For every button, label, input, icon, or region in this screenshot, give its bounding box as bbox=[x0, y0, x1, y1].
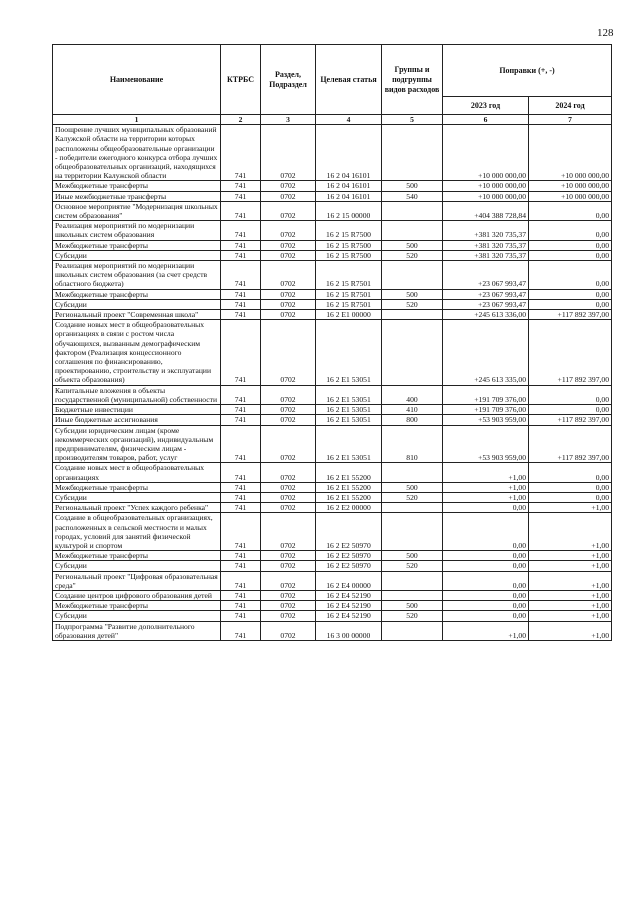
row-amount-2024: +1,00 bbox=[529, 561, 612, 571]
row-amount-2024: 0,00 bbox=[529, 482, 612, 492]
budget-amendments-table bbox=[52, 44, 612, 641]
row-expense-group: 810 bbox=[382, 425, 443, 463]
row-section: 0702 bbox=[261, 415, 316, 425]
row-ktrbs: 741 bbox=[221, 320, 261, 385]
table-row bbox=[53, 125, 612, 181]
column-numbers-row bbox=[53, 115, 612, 125]
row-expense-group: 520 bbox=[382, 561, 443, 571]
row-expense-group bbox=[382, 463, 443, 482]
page-number: 128 bbox=[597, 27, 614, 39]
row-name: Иные межбюджетные трансферты bbox=[53, 191, 221, 201]
row-ktrbs: 741 bbox=[221, 561, 261, 571]
table-row bbox=[53, 191, 612, 201]
row-ktrbs: 741 bbox=[221, 513, 261, 551]
table-row bbox=[53, 561, 612, 571]
row-amount-2023: +404 388 728,84 bbox=[443, 201, 529, 220]
row-amount-2023: +381 320 735,37 bbox=[443, 250, 529, 260]
row-ktrbs: 741 bbox=[221, 482, 261, 492]
row-ktrbs: 741 bbox=[221, 191, 261, 201]
row-ktrbs: 741 bbox=[221, 503, 261, 513]
row-name: Реализация мероприятий по модернизации школьных систем образования (за счет средств областного бюджета) bbox=[53, 261, 221, 290]
row-amount-2024: +1,00 bbox=[529, 601, 612, 611]
row-expense-group: 520 bbox=[382, 250, 443, 260]
row-amount-2024: 0,00 bbox=[529, 385, 612, 404]
row-amount-2024: +117 892 397,00 bbox=[529, 320, 612, 385]
row-expense-group: 500 bbox=[382, 240, 443, 250]
row-amount-2023: +23 067 993,47 bbox=[443, 289, 529, 299]
row-expense-group: 500 bbox=[382, 289, 443, 299]
row-expense-group: 500 bbox=[382, 551, 443, 561]
row-amount-2024: +10 000 000,00 bbox=[529, 181, 612, 191]
column-number: 7 bbox=[529, 115, 612, 125]
row-target-article: 16 2 E4 00000 bbox=[316, 571, 382, 590]
row-target-article: 16 2 15 R7500 bbox=[316, 221, 382, 240]
row-expense-group bbox=[382, 513, 443, 551]
row-section: 0702 bbox=[261, 261, 316, 290]
row-target-article: 16 2 E4 52190 bbox=[316, 590, 382, 600]
row-target-article: 16 2 04 16101 bbox=[316, 181, 382, 191]
row-ktrbs: 741 bbox=[221, 221, 261, 240]
row-amount-2024: 0,00 bbox=[529, 240, 612, 250]
row-name: Субсидии bbox=[53, 561, 221, 571]
table-row bbox=[53, 513, 612, 551]
row-ktrbs: 741 bbox=[221, 463, 261, 482]
row-target-article: 16 2 E4 52190 bbox=[316, 611, 382, 621]
row-target-article: 16 2 E1 55200 bbox=[316, 463, 382, 482]
row-name: Создание в общеобразовательных организациях, расположенных в сельской местности и малых городах, условий для занятий физической культурой и спортом bbox=[53, 513, 221, 551]
row-ktrbs: 741 bbox=[221, 289, 261, 299]
row-name: Региональный проект "Цифровая образовательная среда" bbox=[53, 571, 221, 590]
row-amount-2023: +191 709 376,00 bbox=[443, 385, 529, 404]
row-amount-2023: +53 903 959,00 bbox=[443, 415, 529, 425]
row-expense-group: 500 bbox=[382, 482, 443, 492]
row-section: 0702 bbox=[261, 513, 316, 551]
row-amount-2023: 0,00 bbox=[443, 513, 529, 551]
column-number: 5 bbox=[382, 115, 443, 125]
row-amount-2024: 0,00 bbox=[529, 221, 612, 240]
row-amount-2024: 0,00 bbox=[529, 250, 612, 260]
row-ktrbs: 741 bbox=[221, 590, 261, 600]
row-expense-group: 410 bbox=[382, 405, 443, 415]
table-row bbox=[53, 299, 612, 309]
table-row bbox=[53, 385, 612, 404]
row-expense-group: 520 bbox=[382, 611, 443, 621]
row-target-article: 16 2 15 R7500 bbox=[316, 250, 382, 260]
column-number: 2 bbox=[221, 115, 261, 125]
row-amount-2023: 0,00 bbox=[443, 561, 529, 571]
row-section: 0702 bbox=[261, 385, 316, 404]
row-name: Поощрение лучших муниципальных образований Калужской области на территории которых расположены общеобразовательные организации - победители ежегодного конкурса отбора лучших общеобразовательных организаций, находящихся на территории Калужской области bbox=[53, 125, 221, 181]
row-amount-2023: +191 709 376,00 bbox=[443, 405, 529, 415]
row-name: Бюджетные инвестиции bbox=[53, 405, 221, 415]
row-expense-group bbox=[382, 320, 443, 385]
row-amount-2023: +23 067 993,47 bbox=[443, 299, 529, 309]
table-row bbox=[53, 240, 612, 250]
row-section: 0702 bbox=[261, 611, 316, 621]
row-amount-2024: +1,00 bbox=[529, 503, 612, 513]
row-amount-2024: 0,00 bbox=[529, 492, 612, 502]
header-amendments: Поправки (+, -) bbox=[443, 45, 612, 97]
row-amount-2023: +1,00 bbox=[443, 482, 529, 492]
row-expense-group: 520 bbox=[382, 299, 443, 309]
row-amount-2023: +1,00 bbox=[443, 463, 529, 482]
header-group: Группы и подгруппы видов расходов bbox=[382, 45, 443, 115]
row-section: 0702 bbox=[261, 551, 316, 561]
table-row bbox=[53, 289, 612, 299]
row-target-article: 16 3 00 00000 bbox=[316, 621, 382, 640]
row-amount-2024: 0,00 bbox=[529, 463, 612, 482]
table-row bbox=[53, 601, 612, 611]
table-row bbox=[53, 482, 612, 492]
table-row bbox=[53, 221, 612, 240]
row-target-article: 16 2 E2 50970 bbox=[316, 513, 382, 551]
row-target-article: 16 2 E2 50970 bbox=[316, 561, 382, 571]
row-amount-2024: +1,00 bbox=[529, 571, 612, 590]
row-amount-2024: 0,00 bbox=[529, 405, 612, 415]
column-number: 4 bbox=[316, 115, 382, 125]
row-ktrbs: 741 bbox=[221, 261, 261, 290]
row-name: Иные бюджетные ассигнования bbox=[53, 415, 221, 425]
header-row bbox=[53, 45, 612, 97]
row-amount-2024: +117 892 397,00 bbox=[529, 310, 612, 320]
row-name: Субсидии юридическим лицам (кроме некоммерческих организаций), индивидуальным предпринимателям, физическим лицам - производителям товаров, работ, услуг bbox=[53, 425, 221, 463]
header-section: Раздел, Подраздел bbox=[261, 45, 316, 115]
row-expense-group bbox=[382, 310, 443, 320]
row-ktrbs: 741 bbox=[221, 250, 261, 260]
row-ktrbs: 741 bbox=[221, 611, 261, 621]
row-ktrbs: 741 bbox=[221, 201, 261, 220]
row-target-article: 16 2 04 16101 bbox=[316, 191, 382, 201]
row-target-article: 16 2 E1 53051 bbox=[316, 425, 382, 463]
row-name: Реализация мероприятий по модернизации школьных систем образования bbox=[53, 221, 221, 240]
row-target-article: 16 2 15 R7501 bbox=[316, 289, 382, 299]
row-ktrbs: 741 bbox=[221, 492, 261, 502]
table-row bbox=[53, 503, 612, 513]
table-row bbox=[53, 551, 612, 561]
table-row bbox=[53, 310, 612, 320]
row-target-article: 16 2 04 16101 bbox=[316, 125, 382, 181]
header-target: Целевая статья bbox=[316, 45, 382, 115]
table-row bbox=[53, 250, 612, 260]
row-amount-2024: +1,00 bbox=[529, 590, 612, 600]
header-year-2024: 2024 год bbox=[529, 97, 612, 115]
row-amount-2023: +245 613 335,00 bbox=[443, 320, 529, 385]
row-section: 0702 bbox=[261, 299, 316, 309]
table-row bbox=[53, 463, 612, 482]
row-target-article: 16 2 E1 55200 bbox=[316, 492, 382, 502]
header-year-2023: 2023 год bbox=[443, 97, 529, 115]
row-expense-group bbox=[382, 221, 443, 240]
row-section: 0702 bbox=[261, 405, 316, 415]
row-target-article: 16 2 E4 52190 bbox=[316, 601, 382, 611]
row-section: 0702 bbox=[261, 492, 316, 502]
row-amount-2023: 0,00 bbox=[443, 611, 529, 621]
row-amount-2023: +10 000 000,00 bbox=[443, 125, 529, 181]
table-row bbox=[53, 201, 612, 220]
row-amount-2024: +10 000 000,00 bbox=[529, 125, 612, 181]
row-ktrbs: 741 bbox=[221, 551, 261, 561]
row-name: Подпрограмма "Развитие дополнительного образования детей" bbox=[53, 621, 221, 640]
row-target-article: 16 2 E1 53051 bbox=[316, 385, 382, 404]
row-target-article: 16 2 E2 00000 bbox=[316, 503, 382, 513]
table-row bbox=[53, 590, 612, 600]
row-amount-2024: 0,00 bbox=[529, 261, 612, 290]
column-number: 6 bbox=[443, 115, 529, 125]
row-target-article: 16 2 E1 53051 bbox=[316, 320, 382, 385]
row-section: 0702 bbox=[261, 181, 316, 191]
table-row bbox=[53, 181, 612, 191]
table-row bbox=[53, 405, 612, 415]
row-expense-group bbox=[382, 201, 443, 220]
row-section: 0702 bbox=[261, 601, 316, 611]
row-ktrbs: 741 bbox=[221, 310, 261, 320]
row-name: Основное мероприятие "Модернизация школьных систем образования" bbox=[53, 201, 221, 220]
row-expense-group bbox=[382, 503, 443, 513]
row-expense-group bbox=[382, 571, 443, 590]
row-name: Межбюджетные трансферты bbox=[53, 551, 221, 561]
row-target-article: 16 2 E2 50970 bbox=[316, 551, 382, 561]
row-ktrbs: 741 bbox=[221, 571, 261, 590]
row-name: Субсидии bbox=[53, 250, 221, 260]
row-amount-2024: 0,00 bbox=[529, 289, 612, 299]
row-ktrbs: 741 bbox=[221, 240, 261, 250]
row-ktrbs: 741 bbox=[221, 425, 261, 463]
header-name: Наименование bbox=[53, 45, 221, 115]
row-section: 0702 bbox=[261, 590, 316, 600]
row-section: 0702 bbox=[261, 310, 316, 320]
row-amount-2024: 0,00 bbox=[529, 299, 612, 309]
header-ktrbs: КТРБС bbox=[221, 45, 261, 115]
row-amount-2023: +10 000 000,00 bbox=[443, 181, 529, 191]
row-amount-2023: 0,00 bbox=[443, 503, 529, 513]
row-amount-2023: +381 320 735,37 bbox=[443, 240, 529, 250]
table-row bbox=[53, 415, 612, 425]
row-name: Капитальные вложения в объекты государственной (муниципальной) собственности bbox=[53, 385, 221, 404]
row-amount-2024: +1,00 bbox=[529, 621, 612, 640]
row-amount-2024: +117 892 397,00 bbox=[529, 425, 612, 463]
row-amount-2023: +1,00 bbox=[443, 621, 529, 640]
row-name: Субсидии bbox=[53, 611, 221, 621]
row-target-article: 16 2 E1 53051 bbox=[316, 405, 382, 415]
row-amount-2023: +381 320 735,37 bbox=[443, 221, 529, 240]
table-row bbox=[53, 425, 612, 463]
table-row bbox=[53, 320, 612, 385]
row-name: Межбюджетные трансферты bbox=[53, 482, 221, 492]
table-body bbox=[53, 125, 612, 641]
table-row bbox=[53, 611, 612, 621]
row-name: Создание центров цифрового образования детей bbox=[53, 590, 221, 600]
row-ktrbs: 741 bbox=[221, 299, 261, 309]
row-amount-2024: +10 000 000,00 bbox=[529, 191, 612, 201]
row-amount-2023: 0,00 bbox=[443, 590, 529, 600]
row-name: Межбюджетные трансферты bbox=[53, 240, 221, 250]
row-target-article: 16 2 15 R7501 bbox=[316, 261, 382, 290]
row-target-article: 16 2 E1 00000 bbox=[316, 310, 382, 320]
row-name: Субсидии bbox=[53, 492, 221, 502]
row-ktrbs: 741 bbox=[221, 601, 261, 611]
row-amount-2024: +1,00 bbox=[529, 611, 612, 621]
row-name: Региональный проект "Успех каждого ребенка" bbox=[53, 503, 221, 513]
row-name: Региональный проект "Современная школа" bbox=[53, 310, 221, 320]
row-ktrbs: 741 bbox=[221, 385, 261, 404]
row-target-article: 16 2 E1 53051 bbox=[316, 415, 382, 425]
row-name: Создание новых мест в общеобразовательных организациях bbox=[53, 463, 221, 482]
row-target-article: 16 2 15 00000 bbox=[316, 201, 382, 220]
row-target-article: 16 2 E1 55200 bbox=[316, 482, 382, 492]
column-number: 1 bbox=[53, 115, 221, 125]
row-expense-group: 500 bbox=[382, 181, 443, 191]
table-row bbox=[53, 621, 612, 640]
row-ktrbs: 741 bbox=[221, 415, 261, 425]
row-section: 0702 bbox=[261, 621, 316, 640]
row-amount-2023: +10 000 000,00 bbox=[443, 191, 529, 201]
row-section: 0702 bbox=[261, 125, 316, 181]
row-amount-2024: +1,00 bbox=[529, 513, 612, 551]
row-amount-2023: 0,00 bbox=[443, 601, 529, 611]
row-section: 0702 bbox=[261, 201, 316, 220]
row-expense-group: 520 bbox=[382, 492, 443, 502]
row-name: Субсидии bbox=[53, 299, 221, 309]
row-amount-2023: +53 903 959,00 bbox=[443, 425, 529, 463]
row-section: 0702 bbox=[261, 240, 316, 250]
row-name: Межбюджетные трансферты bbox=[53, 289, 221, 299]
row-section: 0702 bbox=[261, 425, 316, 463]
row-amount-2024: 0,00 bbox=[529, 201, 612, 220]
row-amount-2024: +117 892 397,00 bbox=[529, 415, 612, 425]
row-ktrbs: 741 bbox=[221, 125, 261, 181]
row-target-article: 16 2 15 R7501 bbox=[316, 299, 382, 309]
row-target-article: 16 2 15 R7500 bbox=[316, 240, 382, 250]
row-section: 0702 bbox=[261, 250, 316, 260]
row-amount-2023: 0,00 bbox=[443, 571, 529, 590]
row-expense-group: 800 bbox=[382, 415, 443, 425]
table-row bbox=[53, 492, 612, 502]
row-name: Межбюджетные трансферты bbox=[53, 601, 221, 611]
row-amount-2023: +1,00 bbox=[443, 492, 529, 502]
row-section: 0702 bbox=[261, 221, 316, 240]
row-section: 0702 bbox=[261, 289, 316, 299]
row-name: Создание новых мест в общеобразовательных организациях в связи с ростом числа обучающихся, вызванным демографическим фактором (Реализация концессионного соглашения по финансированию, проектированию, строительству и эксплуатации объекта образования) bbox=[53, 320, 221, 385]
row-expense-group bbox=[382, 261, 443, 290]
row-section: 0702 bbox=[261, 571, 316, 590]
row-section: 0702 bbox=[261, 503, 316, 513]
row-expense-group: 540 bbox=[382, 191, 443, 201]
table-row bbox=[53, 571, 612, 590]
row-expense-group bbox=[382, 125, 443, 181]
row-ktrbs: 741 bbox=[221, 181, 261, 191]
table-row bbox=[53, 261, 612, 290]
row-section: 0702 bbox=[261, 561, 316, 571]
row-ktrbs: 741 bbox=[221, 621, 261, 640]
row-amount-2023: +23 067 993,47 bbox=[443, 261, 529, 290]
row-expense-group bbox=[382, 590, 443, 600]
row-amount-2023: +245 613 336,00 bbox=[443, 310, 529, 320]
row-section: 0702 bbox=[261, 463, 316, 482]
row-ktrbs: 741 bbox=[221, 405, 261, 415]
row-amount-2024: +1,00 bbox=[529, 551, 612, 561]
row-amount-2023: 0,00 bbox=[443, 551, 529, 561]
row-expense-group: 400 bbox=[382, 385, 443, 404]
column-number: 3 bbox=[261, 115, 316, 125]
row-expense-group: 500 bbox=[382, 601, 443, 611]
row-section: 0702 bbox=[261, 482, 316, 492]
row-name: Межбюджетные трансферты bbox=[53, 181, 221, 191]
row-section: 0702 bbox=[261, 320, 316, 385]
row-section: 0702 bbox=[261, 191, 316, 201]
row-expense-group bbox=[382, 621, 443, 640]
